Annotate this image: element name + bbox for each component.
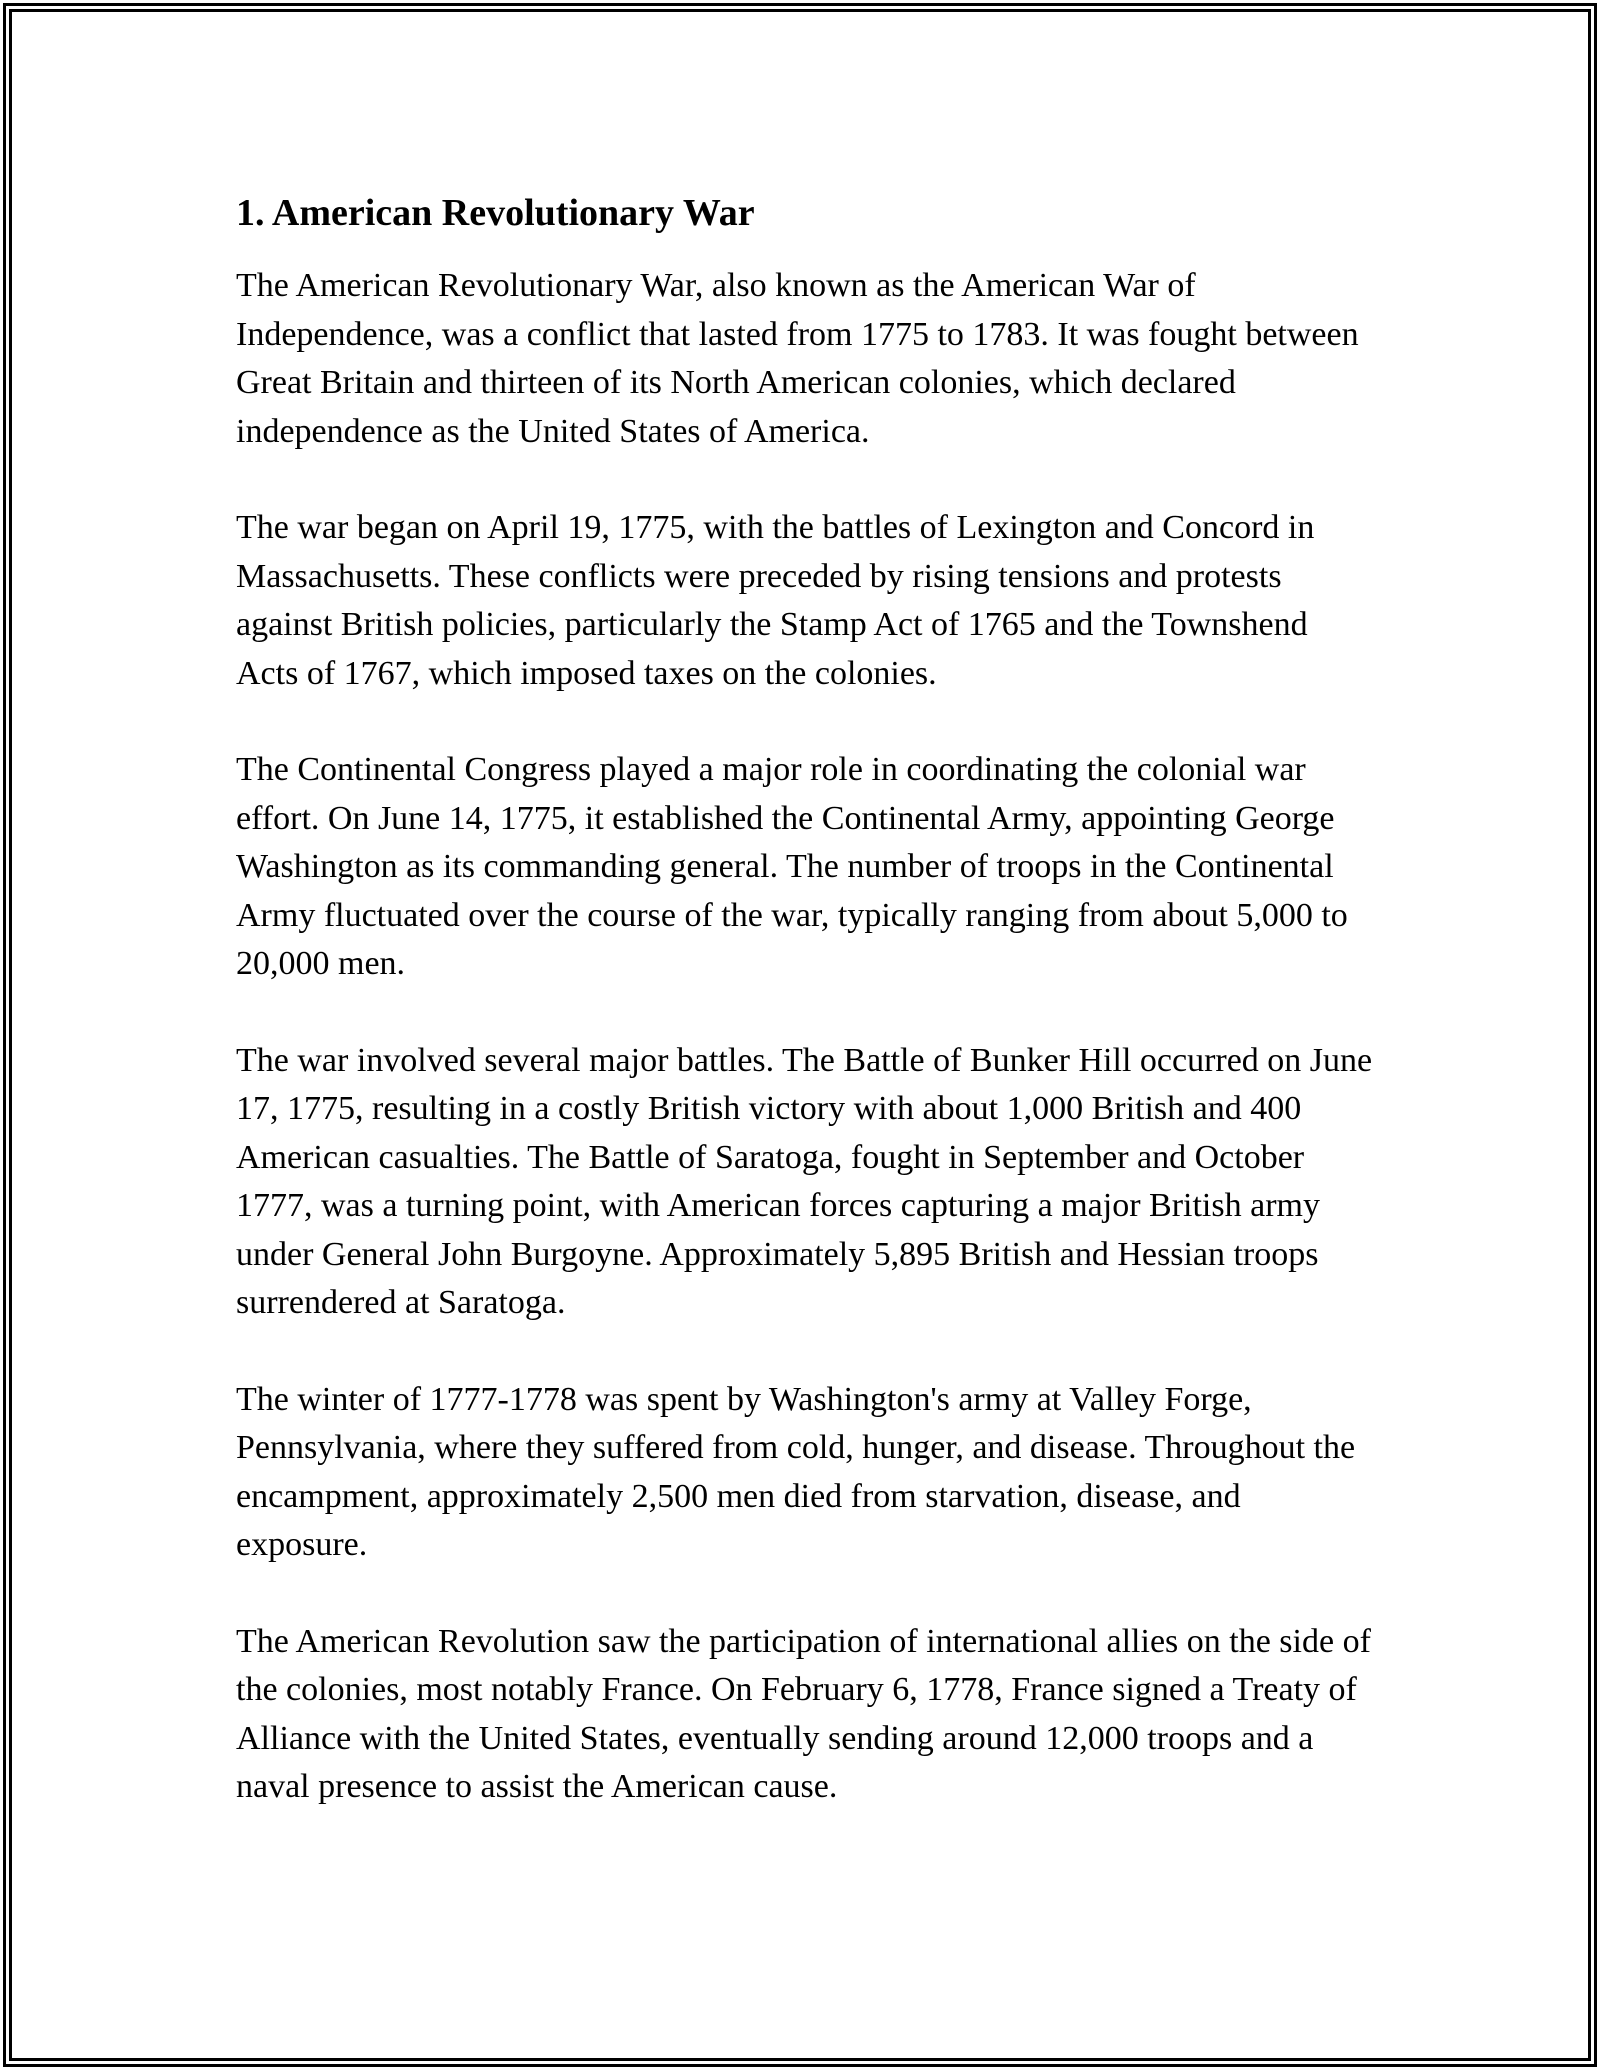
- paragraph-continental-congress: The Continental Congress played a major role in coordinating the colonial war effort. On June 14, 1775, it established the Continental Army, appointing George Washington as its commanding general. The number of troops in the Continental Army fluctuated over the course of the war, typically ranging from about 5,000 to 20,000 men.: [236, 751, 1348, 982]
- paragraph-war-beginning: The war began on April 19, 1775, with the battles of Lexington and Concord in Massachusetts. These conflicts were preceded by rising tensions and protests against British policies, particularly the Stamp Act of 1765 and the Townshend Acts of 1767, which imposed taxes on the colonies.: [236, 509, 1315, 692]
- section-heading: 1. American Revolutionary War: [236, 192, 755, 234]
- paragraph-major-battles: The war involved several major battles. The Battle of Bunker Hill occurred on June 17, 1775, resulting in a costly British victory with about 1,000 British and 400 American casualties. The Battle of Saratoga, fought in September and October 1777, was a turning point, with American forces capturing a major British army under General John Burgoyne. Approximately 5,895 British and Hessian troops surrendered at Saratoga.: [236, 1041, 1373, 1321]
- paragraph-overview: The American Revolutionary War, also known as the American War of Independence, was a conflict that lasted from 1775 to 1783. It was fought between Great Britain and thirteen of its North American colonies, which declared independence as the United States of America.: [236, 267, 1359, 450]
- paragraph-valley-forge: The winter of 1777-1778 was spent by Washington's army at Valley Forge, Pennsylvania, where they suffered from cold, hunger, and disease. Throughout the encampment, approximately 2,500 men died from starvation, disease, and exposure.: [236, 1380, 1356, 1563]
- document-body: [236, 186, 1376, 1860]
- paragraph-international-allies: The American Revolution saw the participation of international allies on the side of the colonies, most notably France. On February 6, 1778, France signed a Treaty of Alliance with the United States, eventually sending around 12,000 troops and a naval presence to assist the American cause.: [236, 1622, 1371, 1805]
